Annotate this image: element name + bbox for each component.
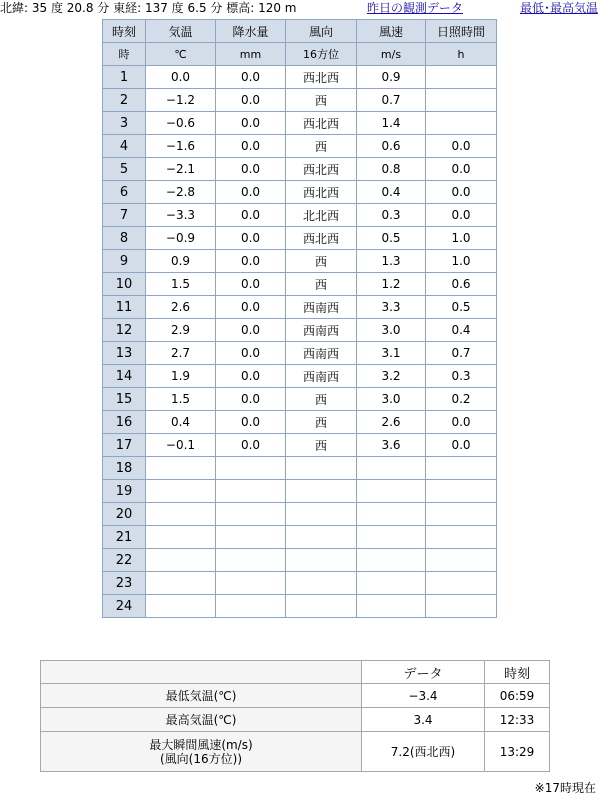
wind-speed-cell: 0.4 (357, 181, 426, 204)
wind-direction-cell: 西 (286, 273, 357, 296)
wind-speed-cell: 0.8 (357, 158, 426, 181)
min-max-temp-link[interactable]: 最低･最高気温 (519, 1, 598, 15)
table-row (103, 135, 497, 158)
temperature-cell (146, 457, 216, 480)
unit-sunshine: h (426, 43, 497, 66)
sunshine-cell: 0.2 (426, 388, 497, 411)
sunshine-cell: 0.0 (426, 411, 497, 434)
wind-direction-cell: 西 (286, 434, 357, 457)
yesterday-data-link[interactable]: 昨日の観測データ (367, 1, 464, 15)
table-row (103, 89, 497, 112)
temperature-cell (146, 526, 216, 549)
hour-cell: 16 (103, 411, 146, 434)
sunshine-cell (426, 572, 497, 595)
table-row (103, 158, 497, 181)
sunshine-cell: 0.3 (426, 365, 497, 388)
temperature-cell (146, 572, 216, 595)
header-row (103, 20, 497, 43)
sunshine-cell (426, 526, 497, 549)
unit-row (103, 43, 497, 66)
temperature-cell: −1.2 (146, 89, 216, 112)
wind-direction-cell: 西 (286, 388, 357, 411)
sunshine-cell (426, 66, 497, 89)
table-row (103, 273, 497, 296)
precipitation-cell (216, 503, 286, 526)
precipitation-cell: 0.0 (216, 250, 286, 273)
summary-header-time: 時刻 (485, 661, 550, 684)
summary-header-data: データ (362, 661, 485, 684)
wind-speed-cell: 3.0 (357, 388, 426, 411)
table-row (103, 250, 497, 273)
summary-row-max-gust (41, 732, 550, 772)
precipitation-cell (216, 572, 286, 595)
table-row (103, 434, 497, 457)
col-header-sunshine: 日照時間 (426, 20, 497, 43)
wind-direction-cell: 西 (286, 135, 357, 158)
col-header-wind-direction: 風向 (286, 20, 357, 43)
hour-cell: 24 (103, 595, 146, 618)
table-row (103, 227, 497, 250)
wind-direction-cell: 西南西 (286, 342, 357, 365)
wind-direction-cell: 西北西 (286, 227, 357, 250)
table-row (103, 549, 497, 572)
sunshine-cell: 0.0 (426, 135, 497, 158)
unit-time: 時 (103, 43, 146, 66)
hour-cell: 10 (103, 273, 146, 296)
wind-speed-cell: 2.6 (357, 411, 426, 434)
temperature-cell: 2.7 (146, 342, 216, 365)
wind-direction-cell: 西北西 (286, 66, 357, 89)
wind-speed-cell (357, 526, 426, 549)
precipitation-cell (216, 526, 286, 549)
col-header-wind-speed: 風速 (357, 20, 426, 43)
precipitation-cell: 0.0 (216, 89, 286, 112)
sunshine-cell: 0.6 (426, 273, 497, 296)
wind-speed-cell (357, 503, 426, 526)
hour-cell: 20 (103, 503, 146, 526)
wind-speed-cell: 3.6 (357, 434, 426, 457)
hour-cell: 4 (103, 135, 146, 158)
temperature-cell: −3.3 (146, 204, 216, 227)
sunshine-cell: 1.0 (426, 227, 497, 250)
summary-row-max-temp (41, 708, 550, 732)
precipitation-cell: 0.0 (216, 342, 286, 365)
sunshine-cell (426, 549, 497, 572)
col-header-time: 時刻 (103, 20, 146, 43)
hour-cell: 18 (103, 457, 146, 480)
table-row (103, 388, 497, 411)
table-row (103, 457, 497, 480)
temperature-cell: 1.9 (146, 365, 216, 388)
sunshine-cell: 0.0 (426, 158, 497, 181)
temperature-cell: 0.4 (146, 411, 216, 434)
precipitation-cell: 0.0 (216, 365, 286, 388)
wind-speed-cell (357, 549, 426, 572)
summary-row-min-temp (41, 684, 550, 708)
hour-cell: 7 (103, 204, 146, 227)
wind-direction-cell: 西南西 (286, 296, 357, 319)
temperature-cell: 2.6 (146, 296, 216, 319)
precipitation-cell: 0.0 (216, 227, 286, 250)
wind-speed-cell: 3.3 (357, 296, 426, 319)
wind-direction-cell (286, 549, 357, 572)
wind-speed-cell (357, 480, 426, 503)
wind-direction-cell: 西 (286, 250, 357, 273)
table-row (103, 66, 497, 89)
wind-speed-cell: 3.2 (357, 365, 426, 388)
col-header-temperature: 気温 (146, 20, 216, 43)
summary-time: 13:29 (485, 732, 550, 772)
wind-direction-cell: 西北西 (286, 112, 357, 135)
precipitation-cell: 0.0 (216, 296, 286, 319)
table-row (103, 319, 497, 342)
table-row (103, 503, 497, 526)
wind-speed-cell: 3.1 (357, 342, 426, 365)
wind-direction-cell: 西南西 (286, 319, 357, 342)
wind-direction-cell (286, 503, 357, 526)
sunshine-cell (426, 457, 497, 480)
temperature-cell: 2.9 (146, 319, 216, 342)
summary-header-row (41, 661, 550, 684)
table-row (103, 365, 497, 388)
precipitation-cell (216, 595, 286, 618)
wind-speed-cell: 0.7 (357, 89, 426, 112)
precipitation-cell: 0.0 (216, 434, 286, 457)
hour-cell: 2 (103, 89, 146, 112)
temperature-cell (146, 480, 216, 503)
sunshine-cell: 1.0 (426, 250, 497, 273)
table-row (103, 572, 497, 595)
temperature-cell: 1.5 (146, 273, 216, 296)
wind-speed-cell (357, 572, 426, 595)
hour-cell: 6 (103, 181, 146, 204)
wind-direction-cell: 西北西 (286, 181, 357, 204)
sunshine-cell: 0.0 (426, 204, 497, 227)
wind-speed-cell: 0.9 (357, 66, 426, 89)
precipitation-cell: 0.0 (216, 204, 286, 227)
hour-cell: 9 (103, 250, 146, 273)
precipitation-cell: 0.0 (216, 319, 286, 342)
temperature-cell: −0.1 (146, 434, 216, 457)
hour-cell: 5 (103, 158, 146, 181)
hourly-observation-table (102, 19, 497, 618)
hour-cell: 19 (103, 480, 146, 503)
hour-cell: 1 (103, 66, 146, 89)
hour-cell: 22 (103, 549, 146, 572)
sunshine-cell (426, 503, 497, 526)
sunshine-cell (426, 595, 497, 618)
summary-time: 06:59 (485, 684, 550, 708)
summary-value: −3.4 (362, 684, 485, 708)
wind-direction-cell (286, 480, 357, 503)
current-time-note: ※17時現在 (534, 781, 596, 795)
unit-wind-direction: 16方位 (286, 43, 357, 66)
hour-cell: 8 (103, 227, 146, 250)
wind-direction-cell: 西 (286, 411, 357, 434)
wind-speed-cell: 1.2 (357, 273, 426, 296)
precipitation-cell: 0.0 (216, 158, 286, 181)
temperature-cell: 0.9 (146, 250, 216, 273)
wind-speed-cell: 3.0 (357, 319, 426, 342)
temperature-cell (146, 503, 216, 526)
summary-label: 最低気温(℃) (41, 684, 362, 708)
summary-label: 最大瞬間風速(m/s) (風向(16方位)) (41, 732, 362, 772)
summary-value: 3.4 (362, 708, 485, 732)
sunshine-cell: 0.7 (426, 342, 497, 365)
temperature-cell: −1.6 (146, 135, 216, 158)
hour-cell: 15 (103, 388, 146, 411)
temperature-cell: −0.6 (146, 112, 216, 135)
hour-cell: 12 (103, 319, 146, 342)
wind-direction-cell (286, 595, 357, 618)
header (0, 0, 600, 17)
summary-header-blank (41, 661, 362, 684)
summary-value: 7.2(西北西) (362, 732, 485, 772)
col-header-precipitation: 降水量 (216, 20, 286, 43)
temperature-cell: 0.0 (146, 66, 216, 89)
wind-direction-cell: 西南西 (286, 365, 357, 388)
hour-cell: 3 (103, 112, 146, 135)
hourly-table-body (103, 66, 497, 618)
table-row (103, 342, 497, 365)
summary-label: 最高気温(℃) (41, 708, 362, 732)
wind-direction-cell: 西 (286, 89, 357, 112)
wind-direction-cell (286, 526, 357, 549)
hour-cell: 23 (103, 572, 146, 595)
temperature-cell: −2.8 (146, 181, 216, 204)
temperature-cell (146, 549, 216, 572)
hour-cell: 14 (103, 365, 146, 388)
sunshine-cell: 0.0 (426, 434, 497, 457)
precipitation-cell: 0.0 (216, 388, 286, 411)
hour-cell: 21 (103, 526, 146, 549)
table-row (103, 526, 497, 549)
hour-cell: 11 (103, 296, 146, 319)
precipitation-cell: 0.0 (216, 181, 286, 204)
table-row (103, 112, 497, 135)
table-row (103, 480, 497, 503)
sunshine-cell (426, 112, 497, 135)
precipitation-cell (216, 457, 286, 480)
wind-direction-cell (286, 457, 357, 480)
wind-speed-cell: 1.4 (357, 112, 426, 135)
wind-speed-cell: 1.3 (357, 250, 426, 273)
sunshine-cell (426, 480, 497, 503)
table-row (103, 296, 497, 319)
wind-direction-cell: 西北西 (286, 158, 357, 181)
wind-speed-cell: 0.6 (357, 135, 426, 158)
daily-summary-table (40, 660, 550, 772)
precipitation-cell: 0.0 (216, 273, 286, 296)
table-row (103, 204, 497, 227)
sunshine-cell (426, 89, 497, 112)
precipitation-cell: 0.0 (216, 135, 286, 158)
unit-precipitation: mm (216, 43, 286, 66)
precipitation-cell (216, 549, 286, 572)
wind-direction-cell (286, 572, 357, 595)
wind-speed-cell (357, 595, 426, 618)
unit-wind-speed: m/s (357, 43, 426, 66)
wind-direction-cell: 北北西 (286, 204, 357, 227)
temperature-cell: 1.5 (146, 388, 216, 411)
precipitation-cell: 0.0 (216, 411, 286, 434)
sunshine-cell: 0.4 (426, 319, 497, 342)
precipitation-cell (216, 480, 286, 503)
wind-speed-cell (357, 457, 426, 480)
precipitation-cell: 0.0 (216, 66, 286, 89)
hour-cell: 13 (103, 342, 146, 365)
sunshine-cell: 0.0 (426, 181, 497, 204)
table-row (103, 411, 497, 434)
wind-speed-cell: 0.3 (357, 204, 426, 227)
precipitation-cell: 0.0 (216, 112, 286, 135)
summary-time: 12:33 (485, 708, 550, 732)
wind-speed-cell: 0.5 (357, 227, 426, 250)
temperature-cell: −0.9 (146, 227, 216, 250)
temperature-cell: −2.1 (146, 158, 216, 181)
hour-cell: 17 (103, 434, 146, 457)
location-info: 北緯: 35 度 20.8 分 東経: 137 度 6.5 分 標高: 120 m (0, 1, 297, 15)
temperature-cell (146, 595, 216, 618)
table-row (103, 181, 497, 204)
unit-temperature: ℃ (146, 43, 216, 66)
sunshine-cell: 0.5 (426, 296, 497, 319)
table-row (103, 595, 497, 618)
